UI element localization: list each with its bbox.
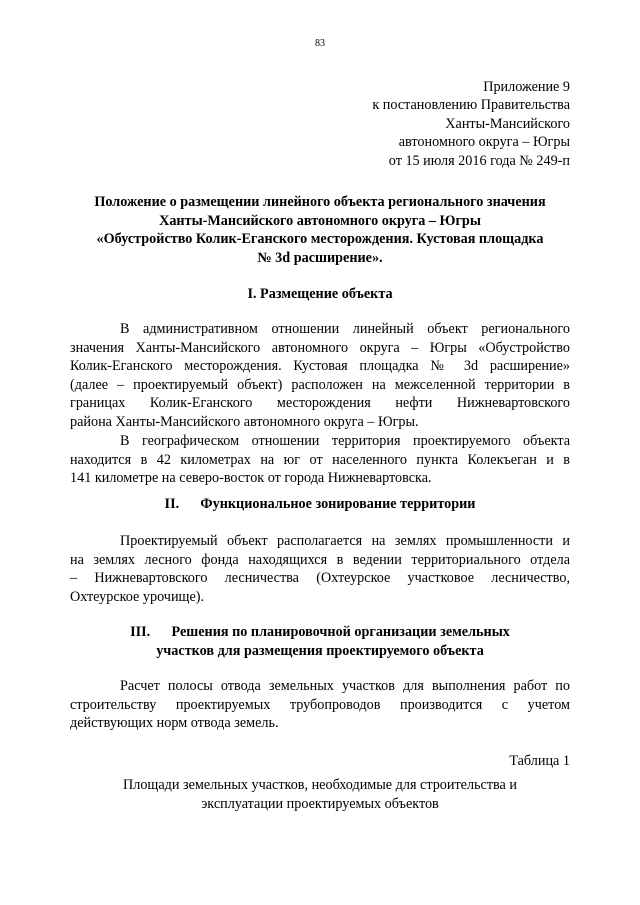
paragraph-line: 141 километре на северо-восток от города Нижневартовска. (70, 470, 432, 487)
paragraph-line: Расчет полосы отвода земельных участков для выполнения работ по (120, 678, 570, 694)
section-3-heading (70, 623, 570, 660)
section-1-paragraph-2 (70, 432, 570, 488)
table-caption (70, 776, 570, 813)
section-1-heading: I. Размещение объекта (247, 286, 393, 302)
document-title (70, 193, 570, 267)
appendix-line: к постановлению Правительства (372, 97, 570, 114)
paragraph-line: Охтеурское урочище). (70, 588, 205, 605)
section-2-paragraph-1 (70, 532, 570, 606)
paragraph-line: действующих норм отвода земель. (70, 715, 279, 732)
title-line: «Обустройство Колик-Еганского месторождения. Кустовая площадка (96, 231, 544, 248)
paragraph-line: В административном отношении линейный объект регионального (120, 321, 570, 337)
page-number: 83 (315, 38, 325, 49)
heading-line: участков для размещения проектируемого объекта (156, 642, 484, 659)
paragraph-line: (далее – проектируемый объект) расположен на межселенной территории в (70, 376, 570, 393)
section-3-paragraph-1 (70, 677, 570, 733)
paragraph-line: находится в 42 километрах на юг от населенного пункта Колекъеган и в (70, 451, 570, 468)
title-line: № 3d расширение». (257, 249, 383, 266)
paragraph-line: – Нижневартовского лесничества (Охтеурское участковое лесничество, (70, 570, 570, 587)
appendix-line: от 15 июля 2016 года № 249-п (388, 152, 570, 169)
paragraph-line: Колик-Еганского месторождения. Кустовая площадка № 3d расширение» (70, 358, 570, 375)
paragraph-line: Проектируемый объект располагается на землях промышленности и (120, 533, 570, 549)
heading-line: III. Решения по планировочной организации земельных (130, 624, 510, 640)
title-line: Ханты-Мансийского автономного округа – Югры (159, 212, 481, 229)
paragraph-line: строительству проектируемых трубопроводов производится с учетом (70, 696, 570, 713)
paragraph-line: границах Колик-Еганского месторождения нефти Нижневартовского (70, 395, 570, 412)
section-2-heading: II. Функциональное зонирование территории (164, 496, 476, 512)
paragraph-line: района Ханты-Мансийского автономного округа – Югры. (70, 413, 419, 430)
appendix-line: автономного округа – Югры (398, 134, 570, 151)
paragraph-line: на землях лесного фонда находящихся в ведении территориального отдела (70, 551, 570, 568)
caption-line: эксплуатации проектируемых объектов (201, 795, 439, 812)
paragraph-line: В географическом отношении территория проектируемого объекта (120, 433, 570, 449)
caption-line: Площади земельных участков, необходимые для строительства и (123, 777, 517, 793)
table-label: Таблица 1 (509, 753, 570, 769)
appendix-reference (300, 78, 570, 170)
paragraph-line: значения Ханты-Мансийского автономного округа – Югры «Обустройство (70, 339, 570, 356)
appendix-line: Ханты-Мансийского (445, 115, 570, 132)
section-1-paragraph-1 (70, 320, 570, 432)
title-line: Положение о размещении линейного объекта регионального значения (94, 194, 546, 210)
appendix-line: Приложение 9 (483, 79, 570, 95)
